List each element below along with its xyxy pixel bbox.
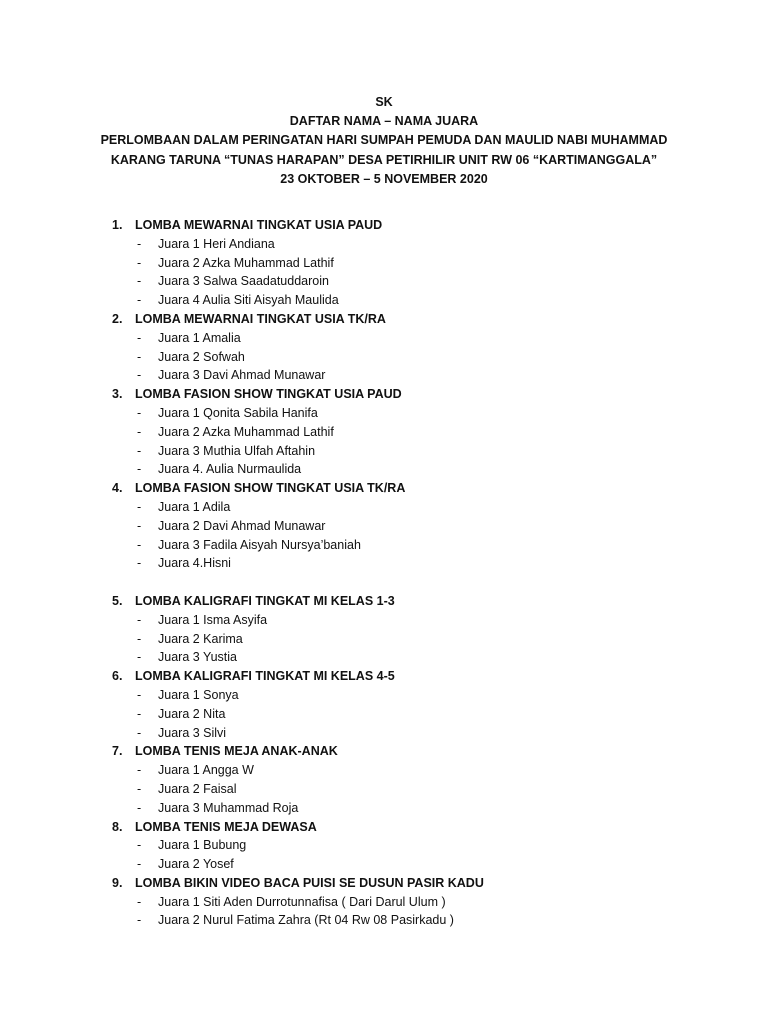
section-number: 7. [112,744,123,759]
section-number: 4. [112,481,123,496]
winner-name: Juara 1 Bubung [158,838,247,853]
winner-entry [0,630,768,649]
winner-name: Juara 1 Angga W [158,763,254,778]
winner-name: Juara 2 Davi Ahmad Munawar [158,518,326,533]
section-title-text: LOMBA MEWARNAI TINGKAT USIA TK/RA [135,311,386,326]
winner-entry [0,686,768,705]
bullet-dash: - [137,443,142,458]
winner-entry [0,291,768,310]
winner-name: Juara 4.Hisni [158,556,231,571]
winner-entry [0,235,768,254]
winner-entry [0,423,768,442]
section-title [0,818,768,837]
winner-name: Juara 2 Sofwah [158,349,245,364]
bullet-dash: - [137,405,142,420]
section-title-text: LOMBA TENIS MEJA DEWASA [135,819,317,834]
winner-entry [0,442,768,461]
section-number: 5. [112,593,123,608]
bullet-dash: - [137,687,142,702]
section-title [0,479,768,498]
section-title-text: LOMBA BIKIN VIDEO BACA PUISI SE DUSUN PASIR KADU [135,875,484,890]
winner-name: Juara 1 Adila [158,499,231,514]
winner-entry [0,517,768,536]
bullet-dash: - [137,462,142,477]
winner-entry [0,554,768,573]
bullet-dash: - [137,781,142,796]
header-event: PERLOMBAAN DALAM PERINGATAN HARI SUMPAH PEMUDA DAN MAULID NABI MUHAMMAD [100,133,668,148]
section-number: 3. [112,387,123,402]
section-number: 2. [112,311,123,326]
winner-name: Juara 1 Siti Aden Durrotunnafisa ( Dari Darul Ulum ) [158,894,446,909]
section-title [0,592,768,611]
winner-entry [0,404,768,423]
bullet-dash: - [137,631,142,646]
bullet-dash: - [137,763,142,778]
section-title [0,310,768,329]
document-header [0,93,768,189]
winner-entry [0,348,768,367]
bullet-dash: - [137,537,142,552]
winner-name: Juara 3 Yustia [158,650,237,665]
section-number: 1. [112,218,123,232]
winner-name: Juara 3 Muhammad Roja [158,800,299,815]
winner-entry [0,366,768,385]
winner-entry [0,536,768,555]
winner-name: Juara 2 Azka Muhammad Lathif [158,424,334,439]
section-title-text: LOMBA FASION SHOW TINGKAT USIA TK/RA [135,481,406,496]
bullet-dash: - [137,838,142,853]
header-organizer: KARANG TARUNA “TUNAS HARAPAN” DESA PETIRHILIR UNIT RW 06 “KARTIMANGGALA” [110,152,658,167]
bullet-dash: - [137,499,142,514]
bullet-dash: - [137,800,142,815]
section-number: 8. [112,819,123,834]
winner-entry [0,893,768,912]
section-title [0,216,768,235]
bullet-dash: - [137,330,142,345]
bullet-dash: - [137,556,142,571]
winner-entry [0,498,768,517]
bullet-dash: - [137,725,142,740]
winner-entry [0,780,768,799]
section-title-text: LOMBA MEWARNAI TINGKAT USIA PAUD [135,218,383,232]
section-title [0,874,768,893]
winner-name: Juara 4 Aulia Siti Aisyah Maulida [158,293,339,308]
winner-name: Juara 3 Silvi [158,725,227,740]
winner-entry [0,648,768,667]
winner-entry [0,272,768,291]
section-title [0,742,768,761]
section-title-text: LOMBA KALIGRAFI TINGKAT MI KELAS 1-3 [135,593,395,608]
winner-name: Juara 1 Sonya [158,687,239,702]
winner-entry [0,705,768,724]
winner-name: Juara 1 Amalia [158,330,241,345]
winner-entry [0,911,768,930]
bullet-dash: - [137,424,142,439]
winner-name: Juara 2 Karima [158,631,243,646]
winner-name: Juara 3 Salwa Saadatuddaroin [158,274,329,289]
winner-entry [0,836,768,855]
winner-entry [0,460,768,479]
bullet-dash: - [137,857,142,872]
winner-entry [0,329,768,348]
section-number: 9. [112,875,123,890]
winner-entry [0,761,768,780]
bullet-dash: - [137,236,142,251]
winner-entry [0,799,768,818]
section-title [0,385,768,404]
bullet-dash: - [137,274,142,289]
bullet-dash: - [137,894,142,909]
section-title-text: LOMBA KALIGRAFI TINGKAT MI KELAS 4-5 [135,669,395,684]
winner-name: Juara 2 Nurul Fatima Zahra (Rt 04 Rw 08 Pasirkadu ) [158,913,454,928]
bullet-dash: - [137,368,142,383]
bullet-dash: - [137,612,142,627]
winner-name: Juara 1 Qonita Sabila Hanifa [158,405,318,420]
winner-name: Juara 3 Muthia Ulfah Aftahin [158,443,316,458]
winner-name: Juara 2 Azka Muhammad Lathif [158,255,334,270]
winner-list [0,216,768,930]
blank-line [0,573,768,592]
winner-entry [0,724,768,743]
bullet-dash: - [137,255,142,270]
winner-name: Juara 1 Heri Andiana [158,236,275,251]
winner-name: Juara 3 Fadila Aisyah Nursya’baniah [158,537,361,552]
section-title [0,667,768,686]
bullet-dash: - [137,518,142,533]
section-title-text: LOMBA FASION SHOW TINGKAT USIA PAUD [135,387,402,402]
winner-entry [0,254,768,273]
winner-name: Juara 1 Isma Asyifa [158,612,268,627]
bullet-dash: - [137,349,142,364]
winner-entry [0,611,768,630]
header-date: 23 OKTOBER – 5 NOVEMBER 2020 [280,171,488,186]
winner-name: Juara 3 Davi Ahmad Munawar [158,368,326,383]
bullet-dash: - [137,913,142,928]
winner-name: Juara 2 Nita [158,706,226,721]
bullet-dash: - [137,706,142,721]
winner-name: Juara 4. Aulia Nurmaulida [158,462,302,477]
section-number: 6. [112,669,123,684]
winner-entry [0,855,768,874]
winner-name: Juara 2 Yosef [158,857,234,872]
bullet-dash: - [137,293,142,308]
header-title: DAFTAR NAMA – NAMA JUARA [289,114,479,129]
winner-name: Juara 2 Faisal [158,781,237,796]
header-sk: SK [375,95,393,109]
section-title-text: LOMBA TENIS MEJA ANAK-ANAK [135,744,338,759]
bullet-dash: - [137,650,142,665]
